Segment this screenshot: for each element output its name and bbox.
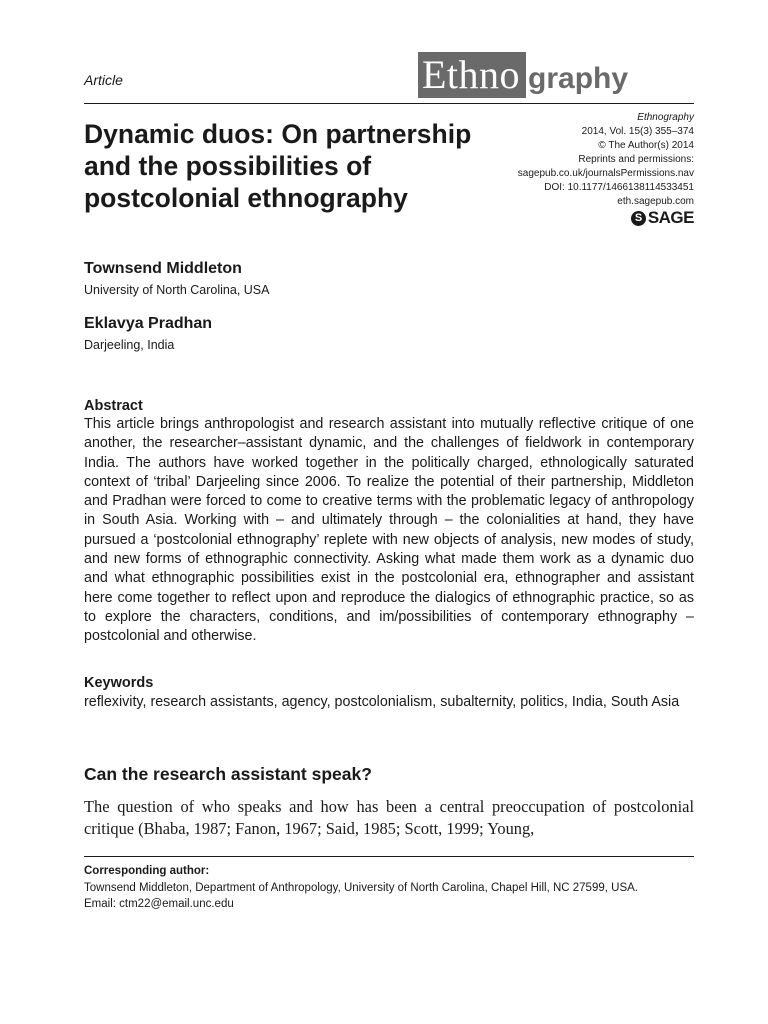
footnote-divider xyxy=(84,856,694,857)
journal-logo-boxed-text: Ethno xyxy=(418,52,526,98)
permissions-link[interactable]: sagepub.co.uk/journalsPermissions.nav xyxy=(517,168,694,179)
sage-icon: S xyxy=(631,211,646,226)
author-name: Townsend Middleton xyxy=(84,260,242,277)
section-heading: Can the research assistant speak? xyxy=(84,764,372,784)
abstract-text: This article brings anthropologist and research assistant into mutually reflective critique of one another, the researcher–assistant dynamic, and the challenges of fieldwork in contemporary India. The authors have worked together in the politically charged, ethnologically saturated context of ‘tribal’ Darjeeling since 2006. To realize the potential of their partnership, Middleton and Pradhan were forced to come to creative terms with the problematic legacy of anthropology in South Asia. Working with – and ultimately through – the colonialities at hand, they have pursued a ‘postcolonial ethnography’ replete with new objects of analysis, new modes of study, and new forms of ethnographic connectivity. Asking what made them work as a dynamic duo and what ethnographic possibilities exist in the postcolonial era, ethnographer and assistant here come together to reflect upon and reproduce the dialogics of ethnographic practice, so as to explore the characters, conditions, and im/possibilities of contemporary ethnography – postcolonial and otherwise. xyxy=(84,416,694,645)
journal-name: Ethnography xyxy=(637,112,694,123)
publication-metadata xyxy=(454,111,694,209)
author-affiliation: Darjeeling, India xyxy=(84,338,175,352)
journal-logo xyxy=(418,50,628,98)
publisher-logo xyxy=(631,208,694,228)
keywords-heading: Keywords xyxy=(84,675,154,691)
author-affiliation: University of North Carolina, USA xyxy=(84,283,270,297)
keywords-text: reflexivity, research assistants, agency, postcolonialism, subalternity, politics, India, South Asia xyxy=(84,694,680,710)
corresponding-author-address: Townsend Middleton, Department of Anthropology, University of North Carolina, Chapel Hill, NC 27599, USA. xyxy=(84,882,638,894)
reprints-label: Reprints and permissions: xyxy=(578,154,694,165)
corresponding-author-email[interactable]: Email: ctm22@email.unc.edu xyxy=(84,898,234,910)
header-divider xyxy=(84,103,694,104)
journal-logo-text: graphy xyxy=(528,62,629,95)
abstract-heading: Abstract xyxy=(84,398,143,414)
volume-info: 2014, Vol. 15(3) 355–374 xyxy=(581,126,694,137)
article-type-label: Article xyxy=(84,72,123,88)
article-title: Dynamic duos: On partnership and the possibilities of postcolonial ethnography xyxy=(84,119,472,213)
copyright-notice: © The Author(s) 2014 xyxy=(598,140,694,151)
journal-site-link[interactable]: eth.sagepub.com xyxy=(617,196,694,207)
author-name: Eklavya Pradhan xyxy=(84,315,213,332)
corresponding-author-heading: Corresponding author: xyxy=(84,865,210,877)
section-body-text: The question of who speaks and how has been a central preoccupation of postcolonial critique (Bhaba, 1987; Fanon, 1967; Said, 1985; Scott, 1999; Young, xyxy=(84,797,694,838)
corresponding-author-details xyxy=(84,880,704,912)
doi[interactable]: DOI: 10.1177/1466138114533451 xyxy=(544,182,694,193)
publisher-name: SAGE xyxy=(647,208,694,227)
